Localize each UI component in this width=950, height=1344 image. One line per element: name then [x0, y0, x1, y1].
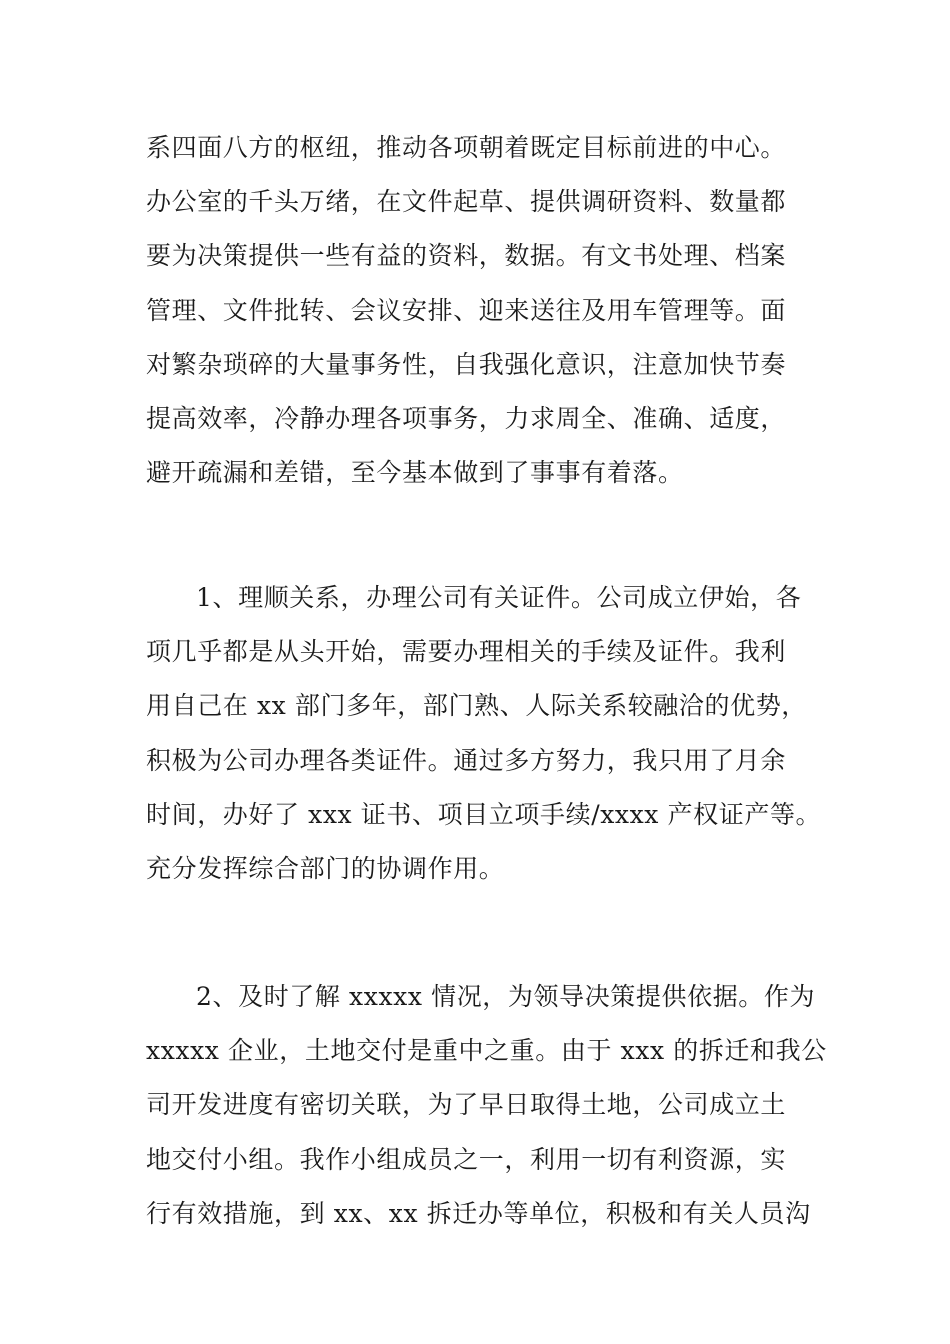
text-line: 1、理顺关系，办理公司有关证件。公司成立伊始，各	[196, 583, 802, 612]
paragraph-item-2-land-delivery	[146, 970, 827, 1241]
paragraph-office-duties	[146, 121, 816, 500]
text-line: 管理、文件批转、会议安排、迎来送往及用车管理等。面	[146, 295, 787, 325]
text-line: 系四面八方的枢纽，推动各项朝着既定目标前进的中心。	[146, 133, 787, 162]
paragraph-item-1-certificates	[146, 571, 822, 896]
text-line: 提高效率，冷静办理各项事务，力求周全、准确、适度，	[146, 403, 787, 433]
text-line: 要为决策提供一些有益的资料，数据。有文书处理、档案	[146, 241, 787, 271]
text-line: 项几乎都是从头开始，需要办理相关的手续及证件。我利	[146, 637, 787, 667]
text-line: 充分发挥综合部门的协调作用。	[146, 853, 505, 883]
text-line: 司开发进度有密切关联，为了早日取得土地，公司成立土	[146, 1090, 787, 1120]
text-line: 行有效措施，到 xx、xx 拆迁办等单位，积极和有关人员沟	[146, 1198, 811, 1228]
text-line: 时间，办好了 xxx 证书、项目立项手续/xxxx 产权证产等。	[146, 799, 822, 829]
text-line: 对繁杂琐碎的大量事务性，自我强化意识，注意加快节奏	[146, 349, 787, 379]
text-line: 积极为公司办理各类证件。通过多方努力，我只用了月余	[146, 745, 787, 775]
text-line: 避开疏漏和差错，至今基本做到了事事有着落。	[146, 458, 684, 488]
text-line: xxxxx 企业，土地交付是重中之重。由于 xxx 的拆迁和我公	[146, 1036, 827, 1066]
text-line: 办公室的千头万绪，在文件起草、提供调研资料、数量都	[146, 187, 787, 217]
text-line: 地交付小组。我作小组成员之一，利用一切有利资源，实	[146, 1144, 787, 1174]
text-line: 用自己在 xx 部门多年，部门熟、人际关系较融洽的优势，	[146, 691, 807, 721]
text-line: 2、及时了解 xxxxx 情况，为领导决策提供依据。作为	[196, 982, 816, 1011]
